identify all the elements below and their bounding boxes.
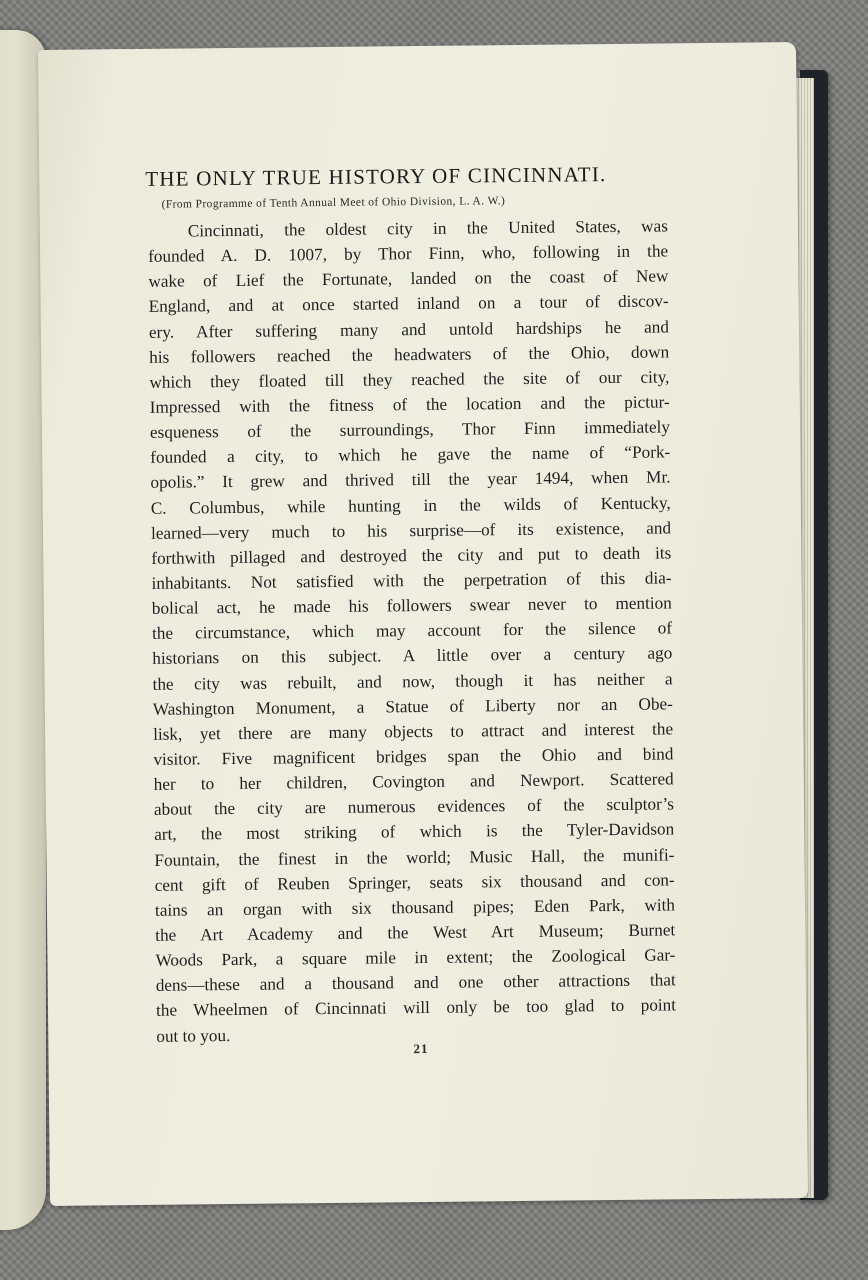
text-line: out to you.: [156, 1025, 231, 1046]
text-line: Woods Park, a square mile in extent; the Zoological Gar-: [155, 945, 676, 970]
text-line: bolical act, he made his followers swear never to mention: [151, 593, 672, 618]
text-line: learned—very much to his surprise—of its existence, and: [150, 518, 672, 543]
book-page: [38, 42, 808, 1206]
text-line: his followers reached the headwaters of the Ohio, down: [149, 342, 670, 367]
text-line: founded a city, to which he gave the name of “Pork-: [150, 442, 671, 468]
text-line: inhabitants. Not satisfied with the perpetration of this dia-: [151, 568, 672, 593]
chapter-title: THE ONLY TRUE HISTORY OF CINCINNATI.: [145, 162, 607, 191]
text-line: ery. After suffering many and untold hardships he and: [148, 316, 669, 342]
text-line: Impressed with the fitness of the location and the pictur-: [149, 392, 670, 417]
text-line: the Art Academy and the West Art Museum; Burnet: [155, 920, 676, 945]
body-paragraph: [148, 213, 677, 1048]
text-line: the city was rebuilt, and now, though it has neither a: [152, 668, 673, 694]
text-line: C. Columbus, while hunting in the wilds of Kentucky,: [150, 492, 671, 518]
text-line: forthwith pillaged and destroyed the city and put to death its: [151, 543, 672, 568]
text-line: wake of Lief the Fortunate, landed on the coast of New: [148, 266, 669, 292]
text-line: cent gift of Reuben Springer, seats six thousand and con-: [154, 870, 675, 895]
text-line: England, and at once started inland on a tour of discov-: [148, 291, 669, 317]
text-line: tains an organ with six thousand pipes; Eden Park, with: [154, 895, 676, 920]
text-line: Cincinnati, the oldest city in the United States, was: [187, 216, 668, 241]
text-line: founded A. D. 1007, by Thor Finn, who, following in the: [148, 241, 669, 266]
text-line: lisk, yet there are many objects to attract and interest the: [153, 719, 674, 744]
page-number: 21: [413, 1040, 429, 1057]
text-line: dens—these and a thousand and one other attractions that: [155, 970, 676, 996]
text-line: art, the most striking of which is the Tyler-Davidson: [154, 819, 675, 845]
text-line: esqueness of the surroundings, Thor Finn immediately: [149, 417, 671, 442]
text-line: the circumstance, which may account for the silence of: [151, 618, 673, 644]
text-line: visitor. Five magnificent bridges span the Ohio and bind: [153, 744, 674, 769]
text-line: Washington Monument, a Statue of Liberty nor an Obe-: [152, 694, 673, 719]
text-line: her to her children, Covington and Newport. Scattered: [153, 769, 674, 794]
text-line: Fountain, the finest in the world; Music Hall, the munifi-: [154, 844, 675, 870]
text-line: opolis.” It grew and thrived till the year 1494, when Mr.: [150, 467, 671, 493]
text-line: which they floated till they reached the site of our city,: [149, 367, 670, 392]
text-line: the Wheelmen of Cincinnati will only be too glad to point: [155, 995, 677, 1021]
text-line: about the city are numerous evidences of the sculptor’s: [153, 794, 674, 820]
chapter-source-note: (From Programme of Tenth Annual Meet of Ohio Division, L. A. W.): [161, 195, 506, 211]
text-line: historians on this subject. A little over a century ago: [152, 643, 673, 669]
